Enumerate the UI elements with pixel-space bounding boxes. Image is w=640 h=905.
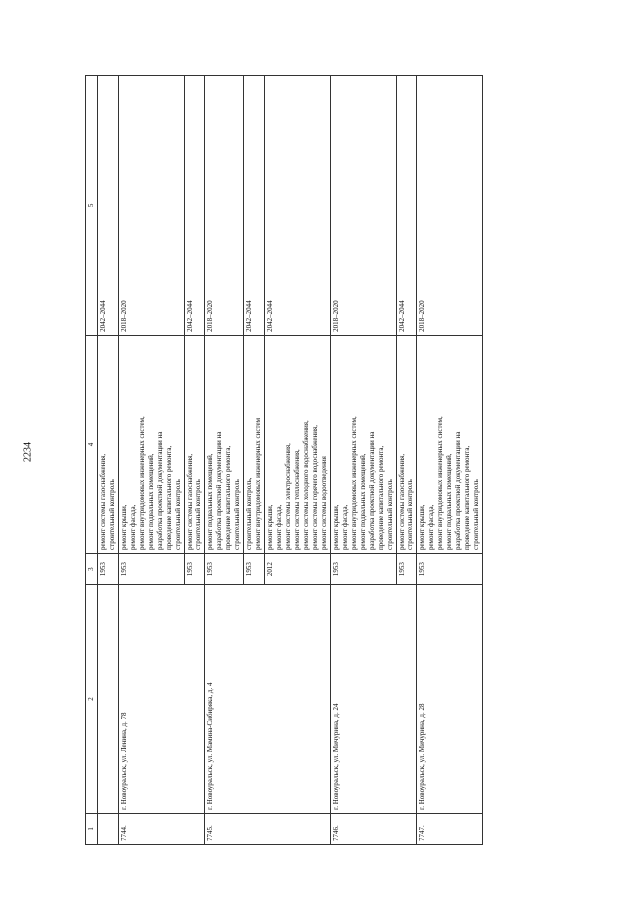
work-item: ремонт подвальных помещений, — [358, 453, 367, 551]
works-cell — [184, 335, 205, 553]
work-item: строительный контроль, — [245, 477, 254, 551]
work-item: строительный контроль — [406, 479, 415, 551]
work-item: проведение капитального ремонта, — [164, 445, 173, 551]
period-cell: 2042–2044 — [265, 76, 331, 336]
work-item: ремонт фасада, — [275, 504, 284, 551]
year-cell: 1953 — [396, 554, 417, 585]
works-cell — [97, 335, 118, 553]
period-cell: 2042–2044 — [244, 76, 265, 336]
work-item: ремонт подвальных помещений, — [445, 453, 454, 551]
work-item: проведение капитального ремонта, — [376, 445, 385, 551]
year-cell: 1953 — [330, 554, 396, 585]
header-col-3: 3 — [86, 554, 98, 585]
year-cell: 2012 — [265, 554, 331, 585]
header-row — [86, 76, 98, 845]
work-item: строительный контроль — [194, 479, 203, 551]
year-cell: 1953 — [184, 554, 205, 585]
rotated-table-container — [85, 75, 590, 845]
continuation-row — [97, 76, 118, 845]
record-number: 7744. — [118, 813, 205, 844]
work-item: строительный контроль — [233, 479, 242, 551]
works-cell — [265, 335, 331, 553]
work-item: ремонт внутридомовых инженерных систем, — [137, 416, 146, 551]
year-cell: 1953 — [97, 554, 118, 585]
works-cell — [118, 335, 184, 553]
work-item: ремонт системы электроснабжения, — [284, 443, 293, 551]
work-item: ремонт фасада, — [427, 504, 436, 551]
table-row — [417, 76, 483, 845]
work-item: ремонт подвальных помещений, — [206, 453, 215, 551]
table-row — [330, 76, 396, 845]
header-col-5: 5 — [86, 76, 98, 336]
period-cell: 2018–2020 — [417, 76, 483, 336]
record-number: 7747. — [417, 813, 483, 844]
work-item: ремонт системы водоотведения — [319, 456, 328, 551]
year-cell: 1953 — [244, 554, 265, 585]
work-item: разработка проектной документации на — [155, 431, 164, 551]
period-cell: 2018–2020 — [118, 76, 184, 336]
work-item: ремонт внутридомовых инженерных систем, — [349, 416, 358, 551]
work-item: ремонт внутридомовых инженерных систем, — [436, 416, 445, 551]
work-item: ремонт подвальных помещений, — [146, 453, 155, 551]
works-cell — [396, 335, 417, 553]
work-item: строительный контроль — [107, 479, 116, 551]
work-item: ремонт системы холодного водоснабжения, — [301, 420, 310, 551]
work-item: разработка проектной документации на — [454, 431, 463, 551]
work-item: ремонт системы газоснабжения, — [98, 453, 107, 551]
work-item: проведение капитального ремонта, — [224, 445, 233, 551]
works-cell — [417, 335, 483, 553]
number-cell — [97, 813, 118, 844]
year-cell: 1953 — [205, 554, 244, 585]
period-cell: 2042–2044 — [184, 76, 205, 336]
work-item: строительный контроль — [173, 479, 182, 551]
work-item: ремонт крыши, — [418, 504, 427, 551]
year-cell: 1953 — [417, 554, 483, 585]
table-row — [205, 76, 244, 845]
header-col-4: 4 — [86, 335, 98, 553]
record-address: г. Новоуральск, ул. Мичурина, д. 28 — [417, 585, 483, 814]
period-cell: 2018–2020 — [330, 76, 396, 336]
period-cell: 2042–2044 — [396, 76, 417, 336]
header-col-1: 1 — [86, 813, 98, 844]
header-col-2: 2 — [86, 585, 98, 814]
work-item: ремонт фасада, — [128, 504, 137, 551]
work-item: разработка проектной документации на — [215, 431, 224, 551]
work-item: строительный контроль — [472, 479, 481, 551]
works-cell — [205, 335, 244, 553]
work-item: разработка проектной документации на — [367, 431, 376, 551]
work-item: строительный контроль — [385, 479, 394, 551]
work-item: проведение капитального ремонта, — [463, 445, 472, 551]
table-row — [118, 76, 184, 845]
works-cell — [244, 335, 265, 553]
work-item: ремонт крыши, — [331, 504, 340, 551]
work-item: ремонт системы газоснабжения, — [397, 453, 406, 551]
work-item: ремонт крыши, — [119, 504, 128, 551]
address-cell — [97, 585, 118, 814]
work-item: ремонт системы теплоснабжения, — [293, 449, 302, 551]
repair-schedule-table — [85, 75, 483, 845]
period-cell: 2018–2020 — [205, 76, 244, 336]
record-number: 7746. — [330, 813, 417, 844]
works-cell — [330, 335, 396, 553]
work-item: ремонт фасада, — [340, 504, 349, 551]
work-item: ремонт системы горячего водоснабжения, — [310, 425, 319, 551]
page-number: 2234 — [22, 442, 34, 462]
work-item: ремонт крыши, — [266, 504, 275, 551]
record-number: 7745. — [205, 813, 330, 844]
period-cell: 2042–2044 — [97, 76, 118, 336]
record-address: г. Новоуральск, ул. Мамина-Сибиряка, д. 4 — [205, 585, 330, 814]
table-body — [97, 76, 482, 845]
record-address: г. Новоуральск, ул. Мичурина, д. 24 — [330, 585, 417, 814]
work-item: ремонт системы газоснабжения, — [185, 453, 194, 551]
year-cell: 1953 — [118, 554, 184, 585]
record-address: г. Новоуральск, ул. Ленина, д. 78 — [118, 585, 205, 814]
work-item: ремонт внутридомовых инженерных систем — [254, 417, 263, 551]
